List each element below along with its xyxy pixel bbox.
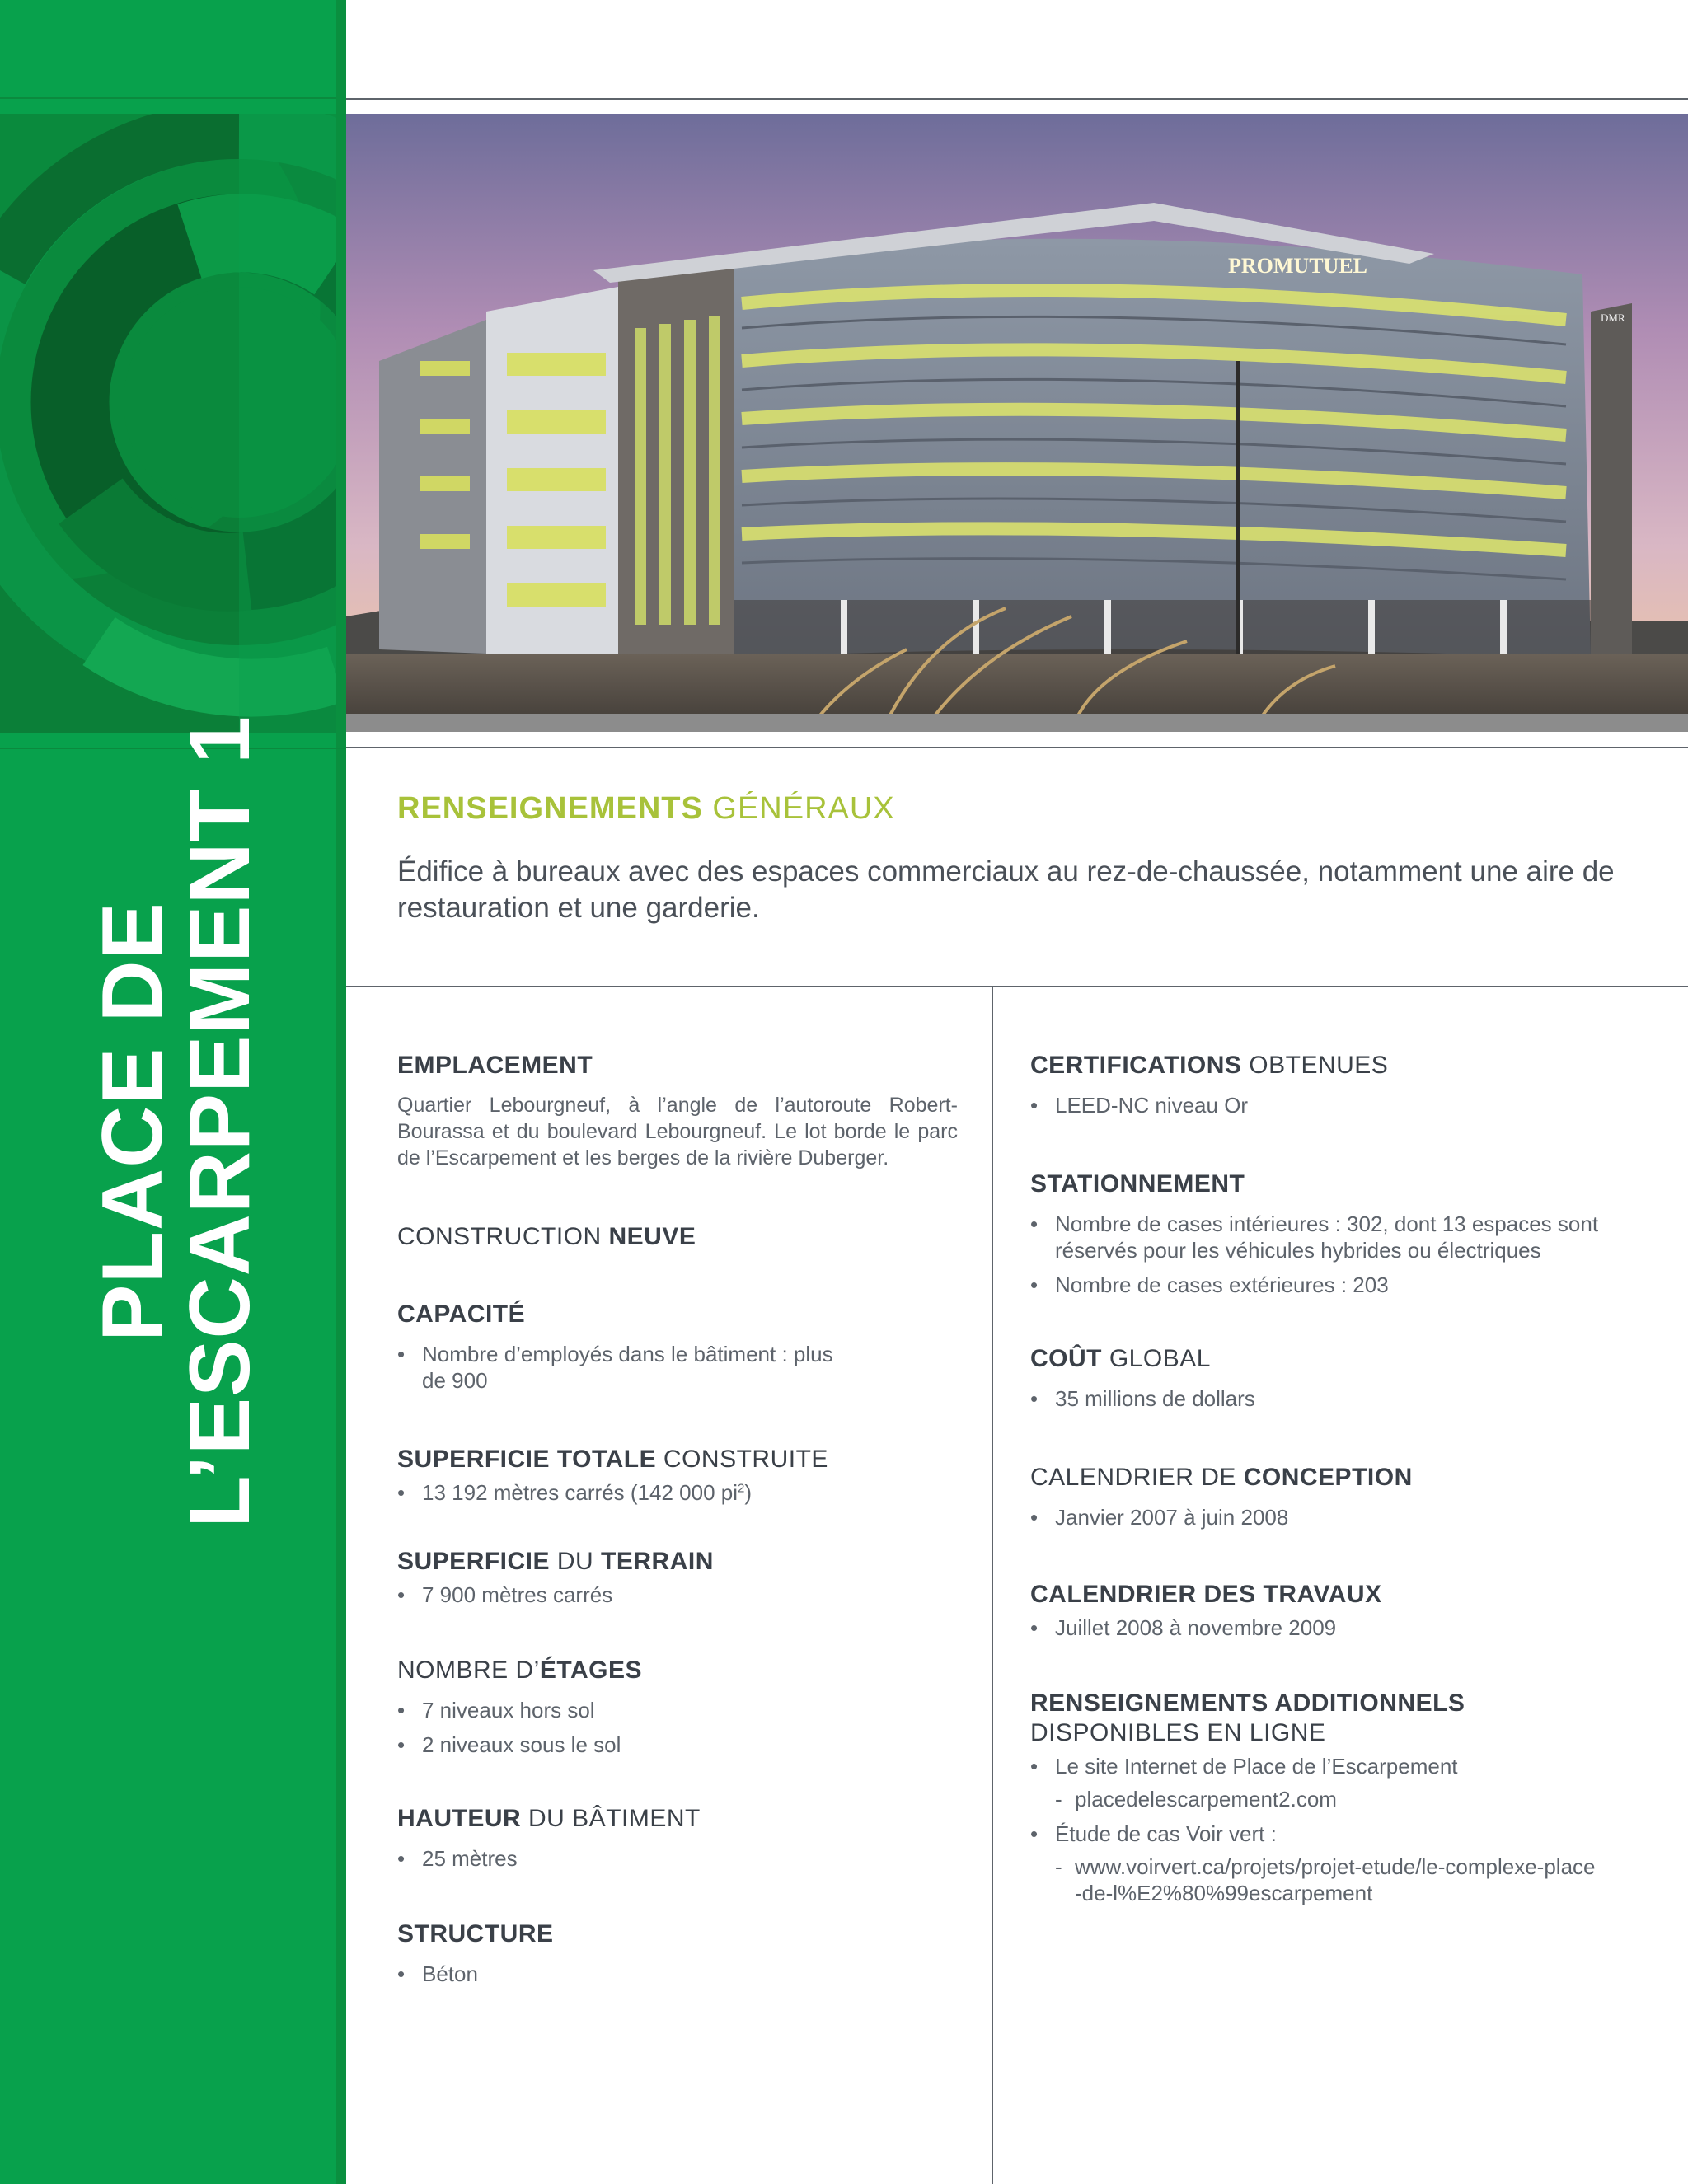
list-item: • Béton: [397, 1961, 958, 1987]
building-photo: [346, 114, 1688, 732]
etages-section: [397, 1656, 958, 1758]
left-column: [397, 1051, 958, 2038]
capacite-heading: CAPACITÉ: [397, 1301, 526, 1328]
intro-text: Édifice à bureaux avec des espaces commerciaux au rez-de-chaussée, notamment une aire de restauration et une garderie.: [397, 855, 1615, 924]
superficie-totale-section: [397, 1445, 958, 1506]
website-link[interactable]: - placedelescarpement2.com: [1055, 1786, 1607, 1812]
intro-bottom-rule: [346, 986, 1688, 987]
construction-heading: CONSTRUCTION NEUVE: [397, 1223, 696, 1250]
superficie-totale-heading: SUPERFICIE TOTALE CONSTRUITE: [397, 1446, 828, 1473]
emplacement-section: [397, 1051, 958, 1171]
list-item: • Nombre d’employés dans le bâtiment : plus de 900: [397, 1341, 851, 1394]
superficie-terrain-section: [397, 1547, 958, 1608]
list-item: • Janvier 2007 à juin 2008: [1030, 1504, 1607, 1530]
emplacement-text: Quartier Lebourgneuf, à l’angle de l’autoroute Robert-Bourassa et du boulevard Lebourgneuf. Le lot borde le parc de l’Escarpement et les berges de la rivière Duberger.: [397, 1094, 958, 1169]
construction-section: [397, 1222, 958, 1252]
intro-title-light: GÉNÉRAUX: [702, 791, 895, 826]
cout-heading: COÛT GLOBAL: [1030, 1345, 1211, 1372]
list-item: • 13 192 mètres carrés (142 000 $pi^2$): [397, 1479, 958, 1506]
hauteur-section: [397, 1804, 958, 1872]
list-item: • Le site Internet de Place de l’Escarpement - placedelescarpement2.com: [1030, 1753, 1607, 1812]
list-item: • Nombre de cases extérieures : 203: [1030, 1272, 1607, 1298]
promutuel-sign: PROMUTUEL: [1228, 254, 1367, 278]
list-item: • Nombre de cases intérieures : 302, dont 13 espaces sont réservés pour les véhicules hybrides ou électriques: [1030, 1211, 1599, 1263]
list-item: • 7 niveaux hors sol: [397, 1697, 958, 1723]
travaux-heading: CALENDRIER DES TRAVAUX: [1030, 1581, 1382, 1608]
emplacement-heading: EMPLACEMENT: [397, 1052, 593, 1079]
certifications-heading: CERTIFICATIONS OBTENUES: [1030, 1052, 1389, 1079]
capacite-section: [397, 1300, 958, 1394]
case-study-link[interactable]: - www.voirvert.ca/projets/projet-etude/le-complexe-place-de-l%E2%80%99escarpement: [1055, 1854, 1602, 1906]
hauteur-heading: HAUTEUR DU BÂTIMENT: [397, 1805, 701, 1832]
additionnels-section: [1030, 1689, 1607, 1906]
list-item: • 25 mètres: [397, 1845, 958, 1872]
column-divider: [992, 987, 993, 2184]
etages-heading: NOMBRE D’ÉTAGES: [397, 1657, 642, 1684]
additionnels-heading: RENSEIGNEMENTS ADDITIONNELS DISPONIBLES EN LIGNE: [1030, 1690, 1465, 1746]
list-item: • Étude de cas Voir vert : - www.voirvert.ca/projets/projet-etude/le-complexe-place-de-l%E2%80%99escarpement: [1030, 1821, 1607, 1906]
travaux-section: [1030, 1580, 1607, 1641]
right-column: [1030, 1051, 1607, 1957]
sidebar-edge: [336, 0, 346, 2184]
structure-heading: STRUCTURE: [397, 1920, 554, 1947]
title-line-2: L’ESCARPEMENT 1: [172, 715, 268, 1528]
stationnement-section: [1030, 1169, 1607, 1298]
list-item: • LEED-NC niveau Or: [1030, 1092, 1607, 1118]
structure-section: [397, 1919, 958, 1987]
stationnement-heading: STATIONNEMENT: [1030, 1170, 1245, 1197]
list-item: • 35 millions de dollars: [1030, 1385, 1607, 1412]
dmr-sign: DMR: [1601, 312, 1625, 324]
title-line-1: PLACE DE: [85, 902, 181, 1342]
list-item: • Juillet 2008 à novembre 2009: [1030, 1615, 1607, 1641]
list-item: • 2 niveaux sous le sol: [397, 1732, 958, 1758]
top-rule: [346, 98, 1688, 100]
circular-logo-graphic: [0, 114, 336, 733]
intro-title-bold: RENSEIGNEMENTS: [397, 791, 703, 826]
conception-section: [1030, 1463, 1607, 1530]
certifications-section: [1030, 1051, 1607, 1118]
list-item: • 7 900 mètres carrés: [397, 1582, 958, 1608]
superficie-terrain-heading: SUPERFICIE DU TERRAIN: [397, 1548, 714, 1575]
hero-bottom-rule: [346, 747, 1688, 748]
conception-heading: CALENDRIER DE CONCEPTION: [1030, 1464, 1413, 1491]
page-title: [85, 715, 268, 1528]
intro-title: [397, 791, 895, 827]
cout-section: [1030, 1344, 1607, 1412]
sidebar-top-rule: [0, 97, 336, 99]
